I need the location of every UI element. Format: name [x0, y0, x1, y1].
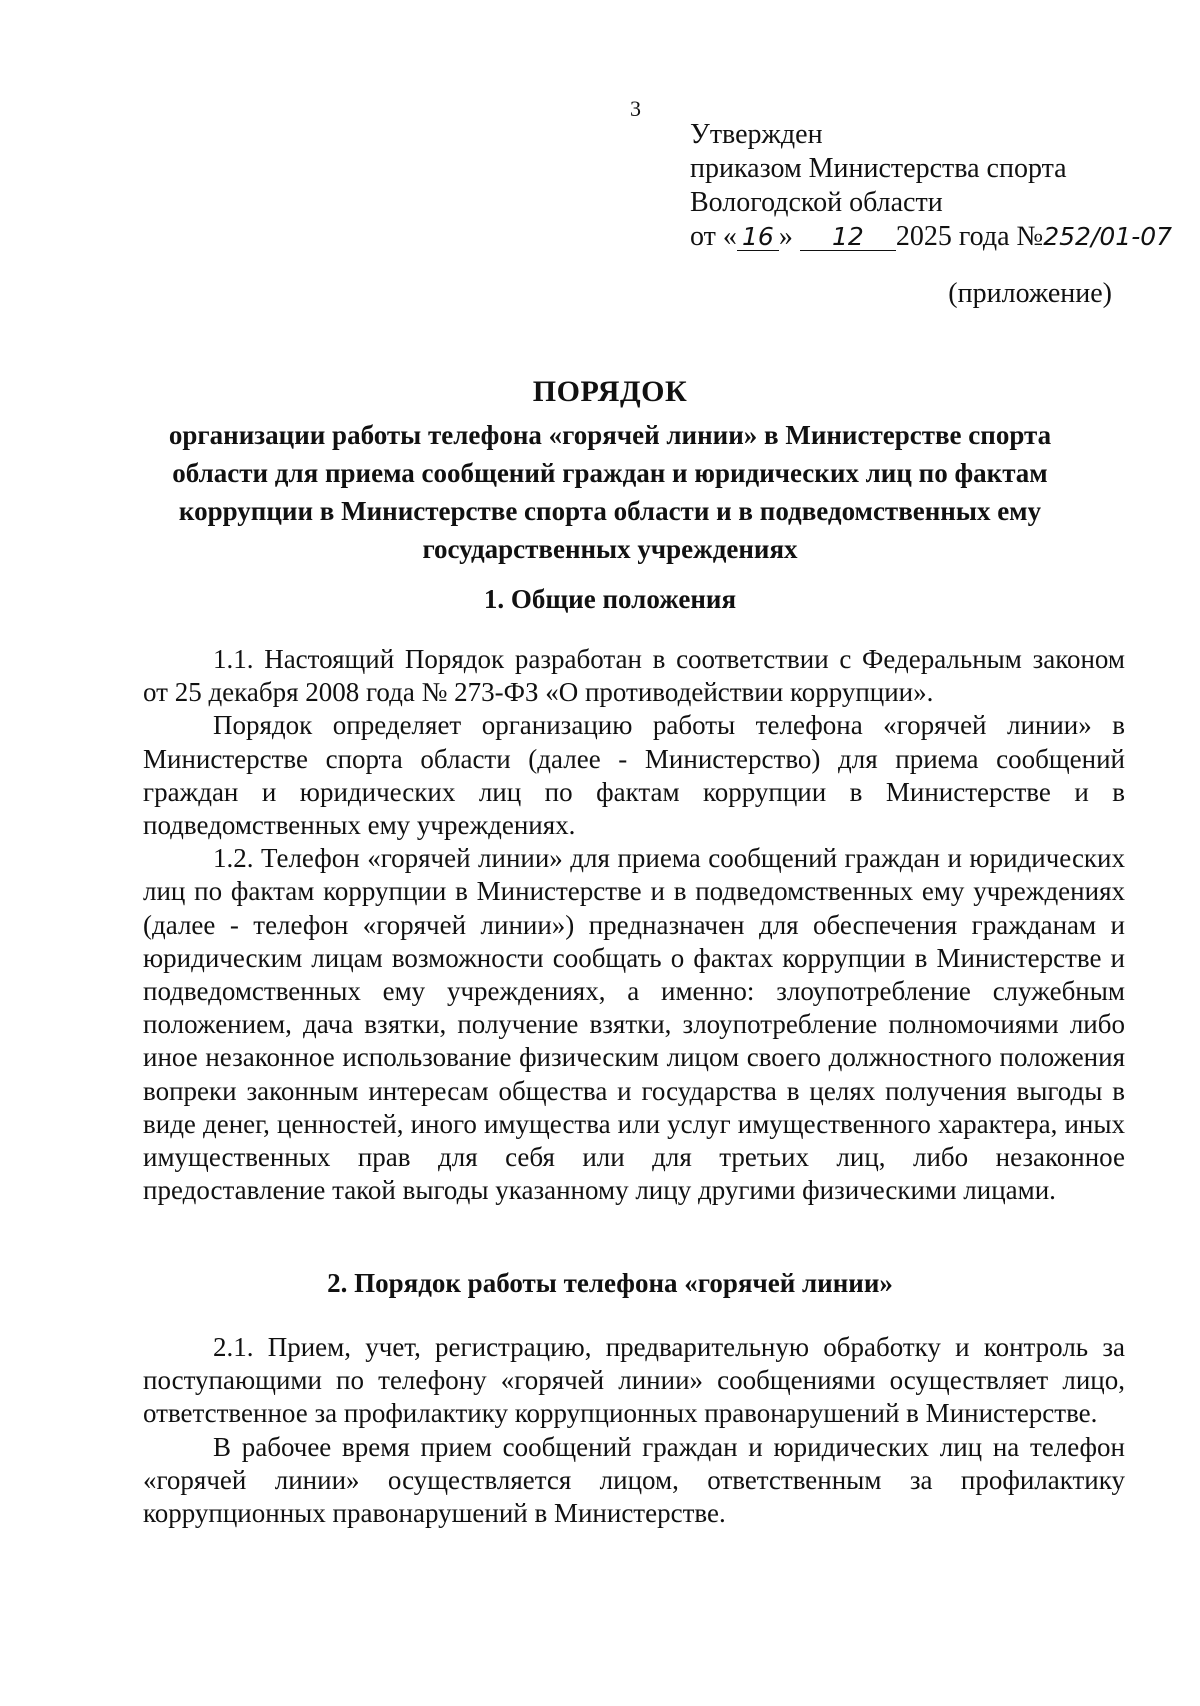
date-year: 2025 года №	[895, 221, 1044, 252]
handwritten-month: 12	[800, 224, 896, 251]
paragraph: 1.1. Настоящий Порядок разработан в соответствии с Федеральным законом от 25 декабря 2008 года № 273-ФЗ «О противодействии коррупции».	[143, 644, 1125, 708]
date-mid: »	[778, 221, 793, 252]
document-subtitle: организации работы телефона «горячей линии» в Министерстве спорта области для приема сообщений граждан и юридических лиц по фактам коррупции в Министерстве спорта области и в подведомственных ему государственных учреждениях	[168, 420, 1052, 564]
section-heading: 1. Общие положения	[483, 584, 737, 614]
page-number: 3	[630, 96, 641, 121]
approval-date-line	[690, 220, 1200, 254]
appendix-label: (приложение)	[948, 278, 1112, 309]
document-title: ПОРЯДОК	[532, 375, 688, 408]
paragraph: В рабочее время прием сообщений граждан и юридических лиц на телефон «горячей линии» осуществляется лицом, ответственным за профилактику коррупционных правонарушений в Министерстве.	[143, 1431, 1125, 1529]
section-heading: 2. Порядок работы телефона «горячей линии»	[327, 1268, 893, 1298]
handwritten-order-number: 252/01-07	[1043, 222, 1173, 251]
approval-stamp	[690, 118, 1200, 254]
document-title-block	[120, 372, 1100, 568]
section-body	[143, 643, 1125, 1207]
approval-line: Утвержден	[690, 119, 823, 150]
date-prefix: от «	[690, 221, 737, 252]
handwritten-day: 16	[737, 224, 779, 251]
paragraph: 1.2. Телефон «горячей линии» для приема сообщений граждан и юридических лиц по фактам коррупции в Министерстве и в подведомственных ему учреждениях (далее - телефон «горячей линии») предназначен для обеспечения гражданам и юридическим лицам возможности сообщать о фактах коррупции в Министерстве и подведомственных ему учреждениях, а именно: злоупотребление служебным положением, дача взятки, получение взятки, злоупотребление полномочиями либо иное незаконное использование физическим лицом своего должностного положения вопреки законным интересам общества и государства в целях получения выгоды в виде денег, ценностей, иного имущества или услуг имущественного характера, иных имущественных прав для себя или для третьих лиц, либо незаконное предоставление такой выгоды указанному лицу другими физическими лицами.	[143, 843, 1125, 1206]
section-body	[143, 1331, 1125, 1530]
paragraph: 2.1. Прием, учет, регистрацию, предварительную обработку и контроль за поступающими по телефону «горячей линии» сообщениями осуществляет лицо, ответственное за профилактику коррупционных правонарушений в Министерстве.	[143, 1332, 1125, 1429]
approval-line: приказом Министерства спорта	[690, 153, 1067, 184]
paragraph: Порядок определяет организацию работы телефона «горячей линии» в Министерстве спорта области (далее - Министерство) для приема сообщений граждан и юридических лиц по фактам коррупции в Министерстве и в подведомственных ему учреждениях.	[143, 710, 1125, 841]
approval-line: Вологодской области	[690, 187, 943, 218]
